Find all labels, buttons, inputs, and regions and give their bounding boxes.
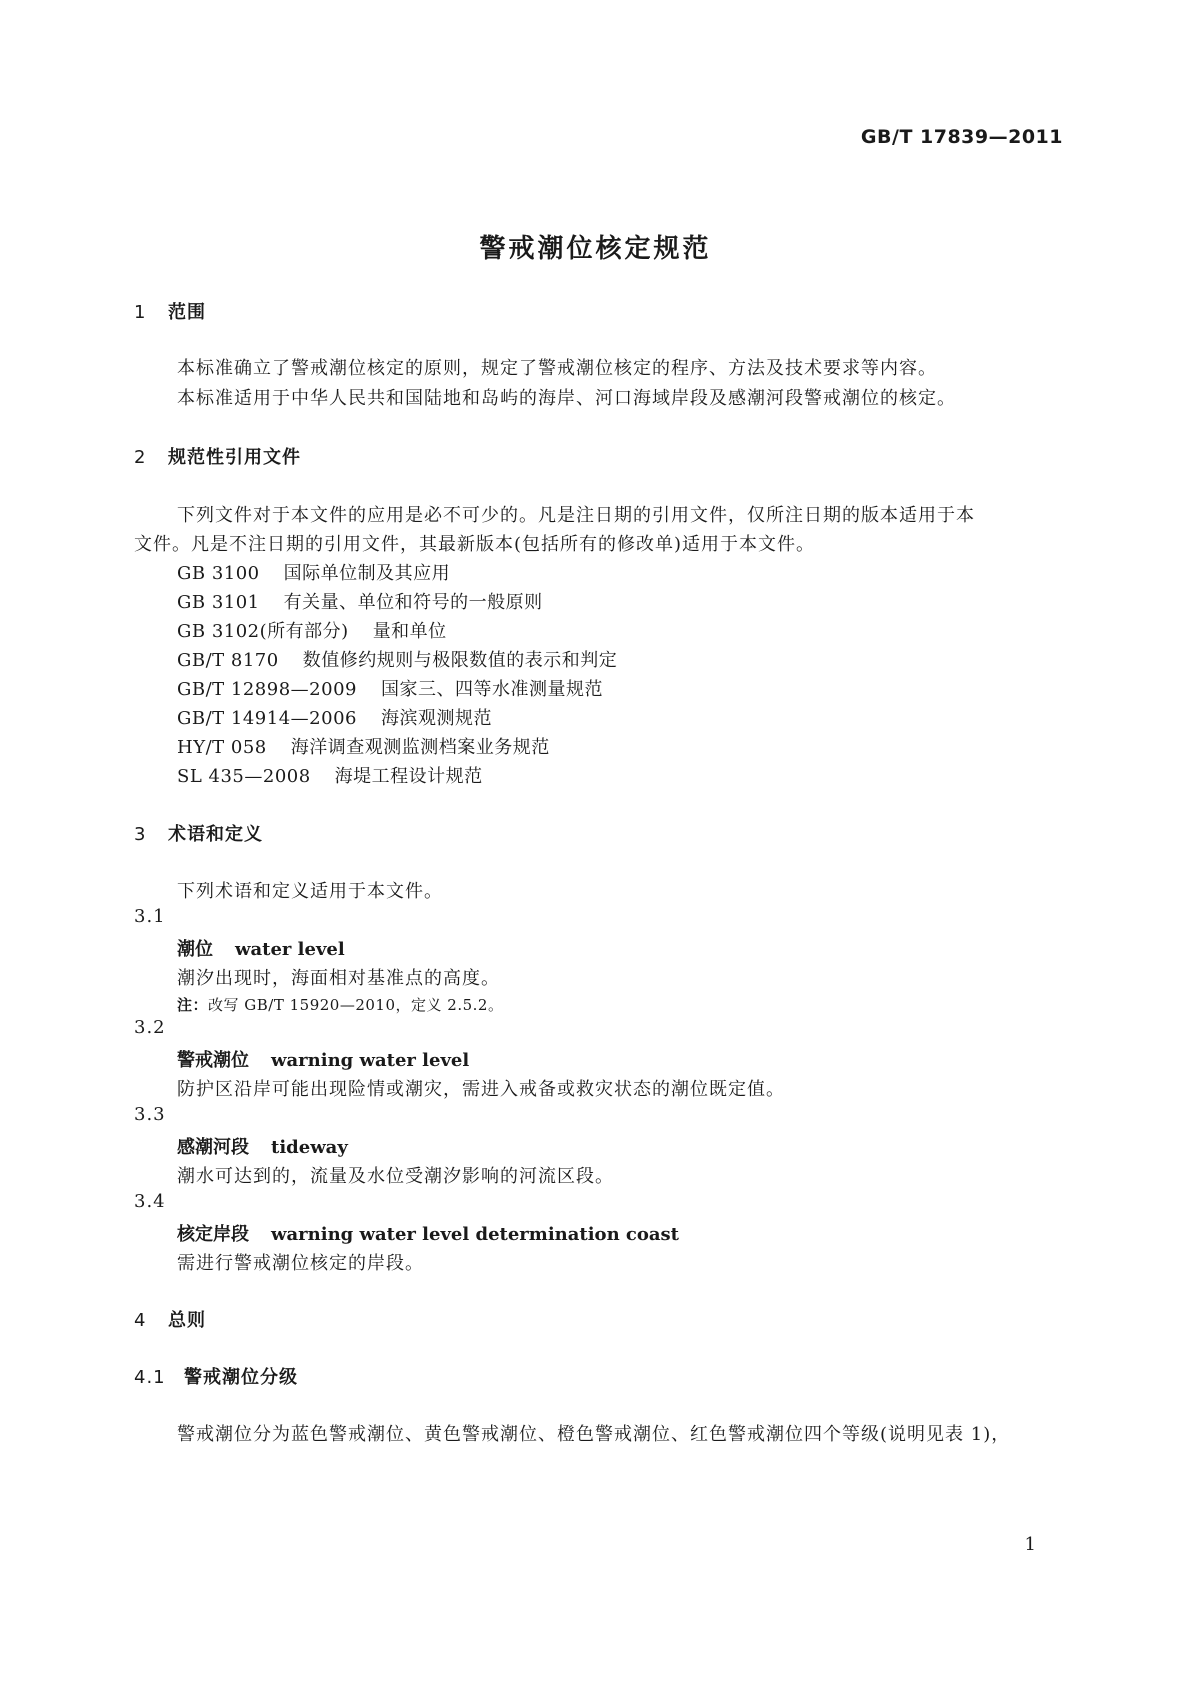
term-number: 3.2	[134, 1017, 166, 1038]
term-number: 3.3	[134, 1104, 166, 1125]
reference-item	[177, 559, 450, 585]
subsection-heading-4-1	[134, 1363, 298, 1389]
reference-item	[177, 762, 483, 788]
reference-code: GB 3100	[177, 563, 260, 584]
reference-item	[177, 675, 603, 701]
term-en: warning water level	[271, 1050, 470, 1071]
term-definition: 潮水可达到的，流量及水位受潮汐影响的河流区段。	[177, 1166, 614, 1187]
reference-item	[177, 588, 543, 614]
term-zh: 警戒潮位	[177, 1050, 249, 1071]
term-zh: 潮位	[177, 939, 213, 960]
subsection-title: 警戒潮位分级	[184, 1367, 298, 1388]
reference-item	[177, 617, 447, 643]
reference-title: 国家三、四等水准测量规范	[380, 679, 603, 700]
reference-code: HY/T 058	[177, 737, 267, 758]
term-zh: 感潮河段	[177, 1137, 249, 1158]
reference-title: 量和单位	[372, 621, 447, 642]
subsection-number: 4.1	[134, 1367, 166, 1388]
reference-title: 国际单位制及其应用	[283, 563, 451, 584]
reference-item	[177, 733, 550, 759]
reference-code: GB/T 14914—2006	[177, 708, 357, 729]
term-definition: 需进行警戒潮位核定的岸段。	[177, 1253, 424, 1274]
term-heading	[177, 1046, 469, 1072]
section-title: 总则	[168, 1310, 206, 1331]
section-number: 1	[134, 302, 147, 323]
reference-code: GB/T 12898—2009	[177, 679, 357, 700]
term-number: 3.4	[134, 1191, 166, 1212]
reference-item	[177, 646, 617, 672]
paragraph: 文件。凡是不注日期的引用文件，其最新版本(包括所有的修改单)适用于本文件。	[134, 534, 816, 555]
reference-title: 海洋调查观测监测档案业务规范	[290, 737, 550, 758]
section-heading-2	[134, 443, 301, 469]
reference-code: SL 435—2008	[177, 766, 311, 787]
term-en: tideway	[271, 1137, 348, 1158]
term-en: warning water level determination coast	[271, 1224, 679, 1245]
term-zh: 核定岸段	[177, 1224, 249, 1245]
term-definition: 防护区沿岸可能出现险情或潮灾，需进入戒备或救灾状态的潮位既定值。	[177, 1079, 785, 1100]
paragraph: 下列术语和定义适用于本文件。	[177, 881, 443, 902]
term-heading	[177, 1220, 679, 1246]
section-title: 规范性引用文件	[168, 447, 301, 468]
paragraph: 警戒潮位分为蓝色警戒潮位、黄色警戒潮位、橙色警戒潮位、红色警戒潮位四个等级(说明见表 1)，	[177, 1424, 1011, 1445]
standard-code: GB/T 17839—2011	[860, 126, 1063, 148]
note-text: 改写 GB/T 15920—2010，定义 2.5.2。	[208, 996, 504, 1014]
paragraph: 本标准确立了警戒潮位核定的原则，规定了警戒潮位核定的程序、方法及技术要求等内容。	[177, 358, 937, 379]
reference-code: GB/T 8170	[177, 650, 279, 671]
term-note	[177, 994, 503, 1015]
document-title: 警戒潮位核定规范	[479, 234, 712, 264]
reference-title: 海堤工程设计规范	[334, 766, 483, 787]
note-label: 注：	[177, 996, 209, 1014]
section-title: 术语和定义	[168, 824, 263, 845]
page-number: 1	[1024, 1534, 1036, 1555]
reference-item	[177, 704, 492, 730]
section-number: 3	[134, 824, 147, 845]
section-number: 2	[134, 447, 147, 468]
term-heading	[177, 1133, 348, 1159]
term-en: water level	[235, 939, 345, 960]
term-number: 3.1	[134, 906, 166, 927]
reference-title: 有关量、单位和符号的一般原则	[283, 592, 543, 613]
section-heading-1	[134, 298, 206, 324]
section-title: 范围	[168, 302, 206, 323]
term-heading	[177, 935, 345, 961]
reference-code: GB 3102(所有部分)	[177, 621, 349, 642]
section-number: 4	[134, 1310, 147, 1331]
section-heading-3	[134, 820, 263, 846]
paragraph: 下列文件对于本文件的应用是必不可少的。凡是注日期的引用文件，仅所注日期的版本适用于本	[177, 505, 975, 526]
reference-title: 数值修约规则与极限数值的表示和判定	[302, 650, 618, 671]
paragraph: 本标准适用于中华人民共和国陆地和岛屿的海岸、河口海域岸段及感潮河段警戒潮位的核定。	[177, 388, 956, 409]
reference-code: GB 3101	[177, 592, 260, 613]
section-heading-4	[134, 1306, 206, 1332]
term-definition: 潮汐出现时，海面相对基准点的高度。	[177, 968, 500, 989]
reference-title: 海滨观测规范	[380, 708, 492, 729]
